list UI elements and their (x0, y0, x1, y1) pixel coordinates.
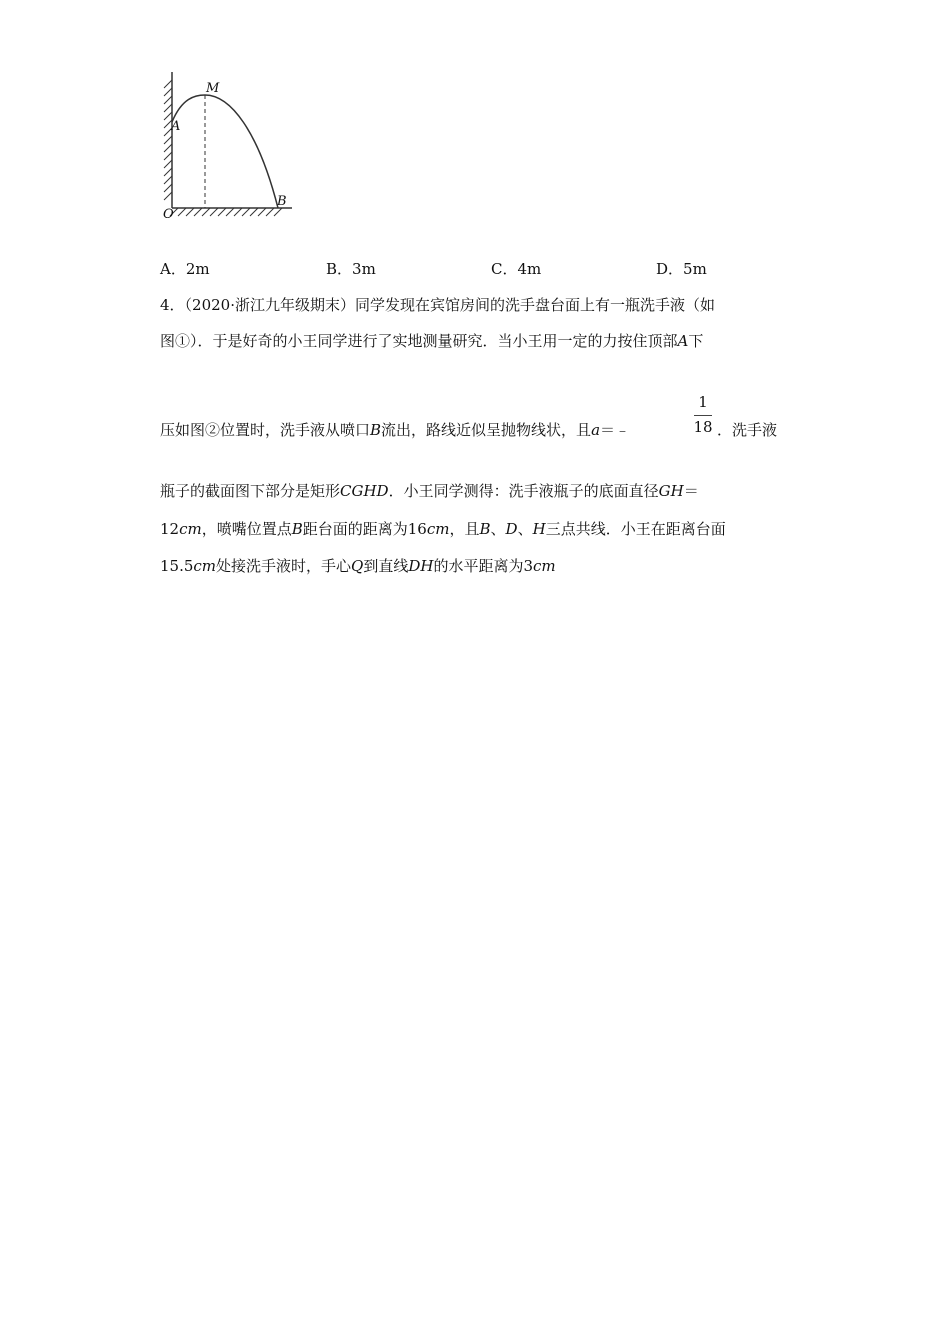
option-c: C．4m (491, 260, 542, 278)
text-run: ＝﹣ (600, 421, 631, 439)
text-run: ．洗手液 (717, 421, 778, 439)
math-var: cm (426, 520, 450, 538)
text-run: 图①）．于是好奇的小王同学进行了实地测量研究．当小王用一定的力按住顶部 (160, 332, 678, 350)
math-var: A (677, 332, 689, 350)
math-var: cm (179, 520, 202, 538)
text-run: 12 (160, 520, 180, 538)
question-4-line-3-tail (717, 419, 777, 441)
text-run: 三点共线．小王在距离台面 (545, 520, 726, 538)
label-b: B (277, 194, 287, 209)
parabola-curve (172, 95, 278, 208)
math-var: CGHD (340, 482, 389, 500)
option-a: A．2m (160, 260, 210, 278)
text-run: ，喷嘴位置点 (201, 520, 292, 538)
math-var: B (479, 520, 491, 538)
question-4-line-3 (160, 419, 630, 441)
text-run: 流出，路线近似呈抛物线状，且 (381, 421, 592, 439)
math-var: DH (408, 557, 434, 575)
parabola-diagram (150, 60, 310, 230)
text-run: ．小王同学测得：洗手液瓶子的底面直径 (388, 482, 659, 500)
option-b: B．3m (326, 260, 376, 278)
fraction-bar (694, 415, 712, 416)
math-var: Q (351, 557, 364, 575)
math-var: D (505, 520, 518, 538)
math-var: B (370, 421, 382, 439)
math-var: B (291, 520, 303, 538)
parabola-figure (150, 60, 310, 230)
text-run: 下 (688, 332, 704, 350)
wall-hatching (164, 80, 172, 200)
text-run: 、 (517, 520, 533, 538)
text-run: ，且 (449, 520, 480, 538)
text-run: 15.5 (160, 557, 194, 575)
text-run: 瓶子的截面图下部分是矩形 (160, 482, 341, 500)
text-run: 、 (490, 520, 506, 538)
label-a: A (171, 119, 181, 134)
fraction-denominator: 18 (693, 418, 713, 436)
math-var: cm (193, 557, 217, 575)
math-var: GH (658, 482, 684, 500)
label-m: M (206, 81, 220, 96)
text-run: ＝ (683, 482, 699, 500)
question-number: 4． (160, 296, 185, 314)
text-run: 距台面的距离为16 (302, 520, 427, 538)
text-run: 处接洗手液时，手心 (216, 557, 352, 575)
math-var: cm (533, 557, 556, 575)
question-4-line-5 (160, 518, 726, 540)
text-run: 压如图②位置时，洗手液从喷口 (160, 421, 371, 439)
option-d: D．5m (656, 260, 707, 278)
math-var: a (591, 421, 601, 439)
text-run: 的水平距离为3 (433, 557, 534, 575)
question-source: （2020·浙江九年级期末） (184, 296, 355, 314)
fraction-one-eighteenth (692, 393, 714, 443)
question-4-line-4 (160, 480, 699, 502)
question-text: 同学发现在宾馆房间的洗手盘台面上有一瓶洗手液（如 (355, 296, 716, 314)
question-4-line-1 (160, 294, 715, 316)
label-o: O (163, 207, 174, 222)
question-4-line-2 (160, 330, 703, 352)
math-var: H (532, 520, 546, 538)
text-run: 到直线 (363, 557, 409, 575)
ground-hatching (170, 208, 282, 216)
fraction-numerator: 1 (698, 393, 708, 411)
question-4-line-6 (160, 555, 556, 577)
answer-options (0, 258, 950, 282)
